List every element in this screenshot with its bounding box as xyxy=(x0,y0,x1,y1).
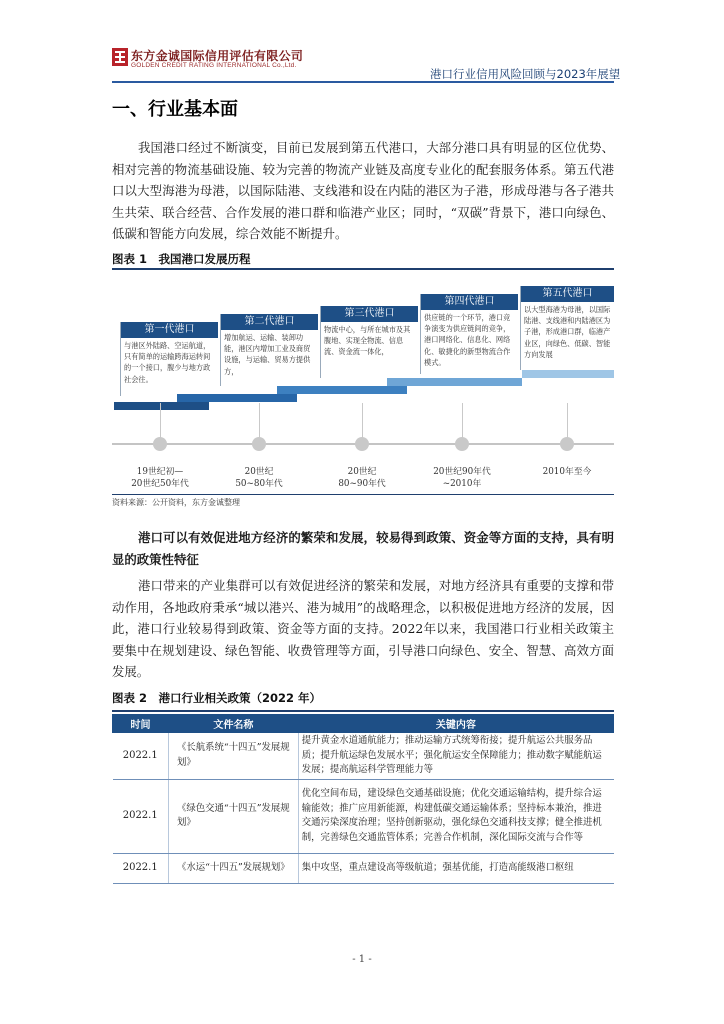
era-line2: 50~80年代 xyxy=(235,479,283,489)
era-line2: ~2010年 xyxy=(442,479,482,489)
timeline-dot xyxy=(560,437,574,451)
port-development-timeline xyxy=(112,272,614,494)
stair-bar xyxy=(114,402,209,410)
generation-title: 第五代港口 xyxy=(521,286,614,302)
company-name-en: GOLDEN CREDIT RATING INTERNATIONAL Co.,Ltd. xyxy=(131,62,297,69)
table-header-row xyxy=(113,715,614,733)
section-title: 一、行业基本面 xyxy=(112,99,238,120)
cell-key: 集中攻坚，重点建设高等级航道；强基优能，打造高能级港口枢纽 xyxy=(298,853,613,883)
figure1-label: 图表 1 我国港口发展历程 xyxy=(112,252,251,266)
table-row xyxy=(113,733,614,780)
cell-time: 2022.1 xyxy=(113,853,169,883)
cell-name: 《长航系统“十四五”发展规划》 xyxy=(168,733,298,780)
figure1-bottom-rule xyxy=(112,494,614,495)
page-number: - 1 - xyxy=(352,954,372,965)
table2-label: 图表 2 港口行业相关政策（2022 年） xyxy=(112,691,322,705)
timeline-dot xyxy=(355,437,369,451)
generation-description: 供应链的一个环节，港口竞争演变为供应链间的竞争，港口网络化、信息化、网络化、敏捷化的新型物流合作模式。 xyxy=(424,313,511,367)
timeline-dot xyxy=(252,437,266,451)
era-label xyxy=(527,466,607,478)
era-line1: 20世纪 xyxy=(347,467,377,477)
generation-title: 第二代港口 xyxy=(221,314,318,330)
era-label xyxy=(322,466,402,490)
era-label xyxy=(120,466,200,490)
policy-heading: 港口可以有效促进地方经济的繁荣和发展，较易得到政策、资金等方面的支持，具有明显的政策性特征 xyxy=(112,530,614,567)
era-line1: 20世纪90年代 xyxy=(433,467,491,477)
generation-description: 以大型海港为母港，以国际陆港、支线港和内陆港区为子港，形成港口群，临港产业区，向绿色、低碳、智能方向发展 xyxy=(524,305,611,359)
generation-card xyxy=(220,314,318,386)
generation-description: 物流中心，与所在城市及其腹地、实现全物流、信息流、资金流一体化， xyxy=(324,325,411,357)
generation-title: 第一代港口 xyxy=(121,322,218,338)
stair-bar xyxy=(277,386,407,394)
company-name-cn: 东方金诚国际信用评估有限公司 xyxy=(131,49,304,63)
era-line1: 20世纪 xyxy=(244,467,274,477)
cell-key: 提升黄金水道通航能力；推动运输方式统筹衔接；提升航运公共服务品质；提升航运绿色发展水平；强化航运安全保障能力；推动数字赋能航运发展；提高航运科学管理能力等 xyxy=(298,733,613,780)
table-row xyxy=(113,779,614,853)
figure1-source: 资料来源：公开资料，东方金诚整理 xyxy=(112,498,240,507)
table-row xyxy=(113,853,614,883)
generation-description: 增加航运、运输、装卸功能，港区内增加工业及商贸设施，与运输、贸易方提供方， xyxy=(224,333,311,376)
timeline-dot xyxy=(153,437,167,451)
generation-card xyxy=(320,306,418,378)
generation-card xyxy=(420,294,518,374)
table2-top-rule xyxy=(112,710,614,712)
header-divider xyxy=(112,81,614,83)
company-logo-icon xyxy=(112,48,128,66)
generation-card xyxy=(520,286,614,370)
era-line2: 20世纪50年代 xyxy=(131,479,189,489)
era-label xyxy=(422,466,502,490)
generation-description: 与港区外陆路、空运航道，只有简单的运输跨海运转间的一个接口，腹少与地方政社会往。 xyxy=(124,341,211,384)
era-label xyxy=(219,466,299,490)
intro-paragraph: 我国港口经过不断演变，目前已发展到第五代港口，大部分港口具有明显的区位优势、相对完善的物流基础设施、较为完善的物流产业链及高度专业化的配套服务体系。第五代港口以大型海港为母港，以国际陆港、支线港和设在内陆的港区为子港，形成母港与各子港共生共荣、联合经营、合作发展的港口群和临港产业区；同时，“双碳”背景下，港口向绿色、低碳和智能方向发展，综合效能不断提升。 xyxy=(112,140,614,242)
cell-time: 2022.1 xyxy=(113,779,169,853)
era-line2: 80~90年代 xyxy=(338,479,386,489)
column-header-key: 关键内容 xyxy=(298,715,613,733)
policy-paragraph: 港口带来的产业集群可以有效促进经济的繁荣和发展，对地方经济具有重要的支撑和带动作用，各地政府秉承“城以港兴、港为城用”的战略理念，以积极促进地方经济的发展，因此，港口行业较易得到政策、资金等方面的支持。2022年以来，我国港口行业相关政策主要集中在规划建设、绿色智能、收费管理等方面，引导港口向绿色、安全、智慧、高效方面发展。 xyxy=(112,578,614,680)
column-header-time: 时间 xyxy=(113,715,169,733)
cell-name: 《水运“十四五”发展规划》 xyxy=(168,853,298,883)
stair-bar xyxy=(522,370,614,378)
column-header-name: 文件名称 xyxy=(168,715,298,733)
cell-time: 2022.1 xyxy=(113,733,169,780)
era-line1: 2010年至今 xyxy=(542,467,592,477)
generation-title: 第四代港口 xyxy=(421,294,518,310)
era-line1: 19世纪初— xyxy=(136,467,184,477)
generation-card xyxy=(120,322,218,396)
timeline-dot xyxy=(455,437,469,451)
figure1-top-rule xyxy=(112,268,614,270)
stair-bar xyxy=(177,394,297,402)
report-title: 港口行业信用风险回顾与2023年展望 xyxy=(430,67,621,81)
stair-bar xyxy=(387,378,522,386)
cell-name: 《绿色交通“十四五”发展规划》 xyxy=(168,779,298,853)
cell-key: 优化空间布局，建设绿色交通基础设施；优化交通运输结构，提升综合运输能效；推广应用新能源，构建低碳交通运输体系；坚持标本兼治，推进交通污染深度治理；坚持创新驱动，强化绿色交通科技支撑；健全推进机制，完善绿色交通监管体系；完善合作机制，深化国际交流与合作等 xyxy=(298,779,613,853)
generation-title: 第三代港口 xyxy=(321,306,418,322)
policy-table xyxy=(112,714,614,884)
